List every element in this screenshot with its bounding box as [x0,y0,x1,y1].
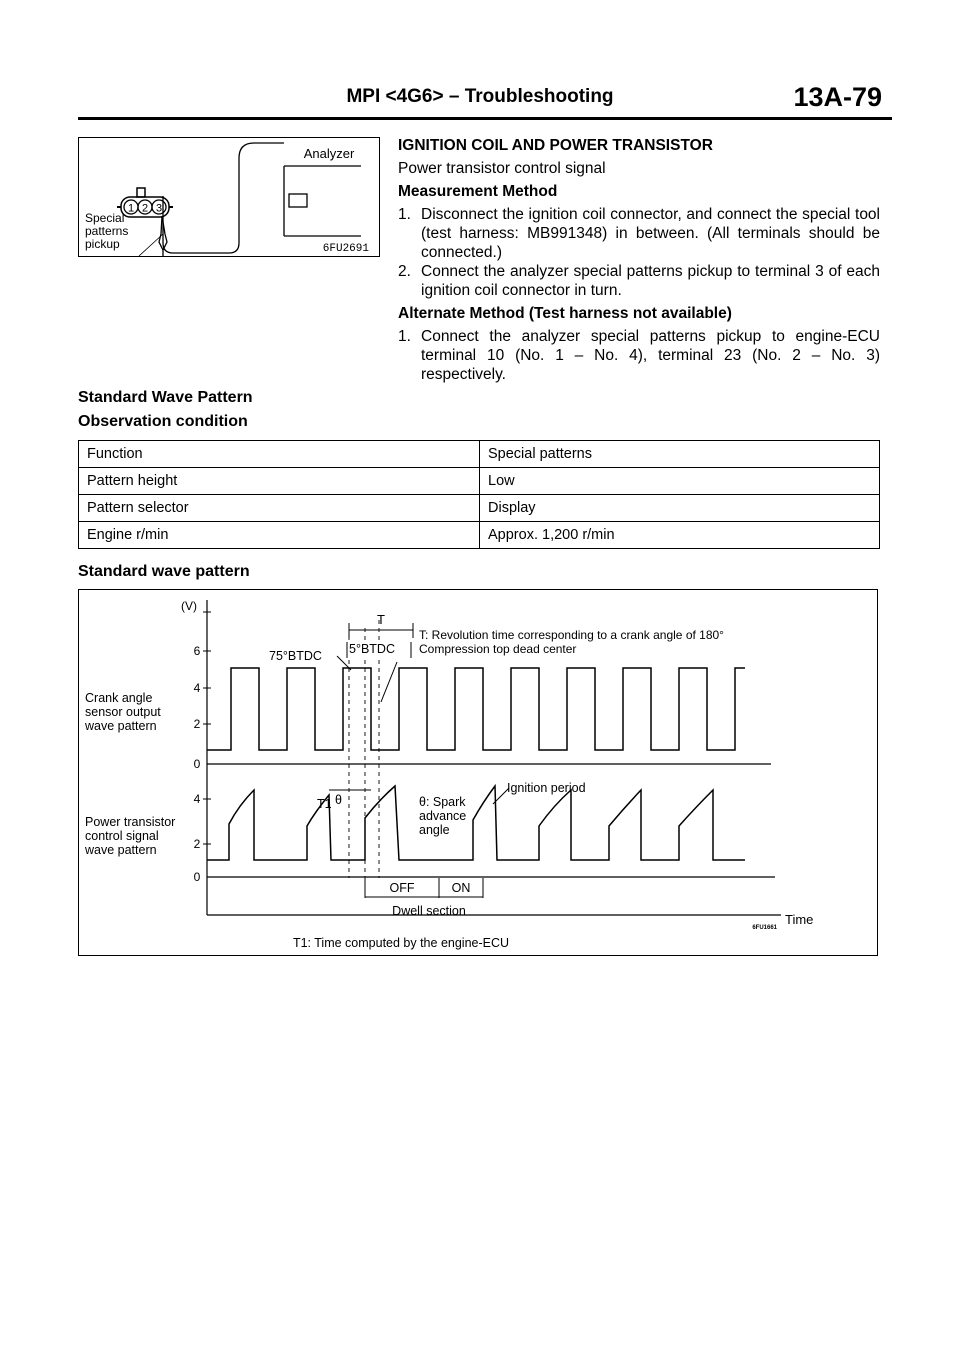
figure-code: 6FU2691 [322,243,369,255]
crank-tick: 4 [193,681,201,695]
t1-description: T1: Time computed by the engine-ECU [292,936,510,950]
power-label-2: control signal [85,829,159,843]
table-row: Pattern height Low [79,468,880,495]
measurement-method-title: Measurement Method [398,183,558,200]
btdc5-label: 5°BTDC [349,642,395,656]
pin-1-label: 1 [127,202,135,215]
connector-latch [137,188,145,197]
crank-label-2: sensor output [85,705,161,719]
table-row: Pattern selector Display [79,495,880,522]
measurement-step: 2. Connect the analyzer special patterns pickup to terminal 3 of each ignition coil connector in turn. [398,263,880,299]
crank-angle-wave [207,668,745,750]
power-tick: 2 [193,837,201,851]
wave-pattern-diagram [79,590,877,955]
t1-label: T1 [317,797,332,811]
dwell-section-label: Dwell section [392,904,466,918]
table-row: Engine r/min Approx. 1,200 r/min [79,522,880,549]
standard-wave-pattern-title: Standard Wave Pattern [78,389,253,406]
spark-advance-2: advance [419,809,467,823]
table-row: Function Special patterns [79,441,880,468]
btdc75-label: 75°BTDC [269,649,322,663]
page-number: 13A-79 [793,82,882,112]
time-label: Time [785,912,814,927]
t-description: T: Revolution time corresponding to a crank angle of 180° [419,628,724,642]
pin-2-label: 2 [141,202,149,215]
analyzer-input-jack [289,194,307,207]
pickup-cable [163,143,284,253]
measurement-step: 1. Disconnect the ignition coil connector, and connect the special tool (test harness: MB991348) in between. (All terminals should be connected.) [398,206,880,261]
pin-3-label: 3 [155,202,163,215]
section-heading: IGNITION COIL AND POWER TRANSISTOR [398,137,713,154]
spark-advance-3: angle [419,823,450,837]
power-tick: 0 [193,870,201,884]
crank-tick: 2 [193,717,201,731]
power-transistor-wave [207,786,745,860]
observation-condition-title: Observation condition [78,413,248,430]
section-subheading: Power transistor control signal [398,160,606,177]
analyzer-connection-figure [78,137,380,257]
power-tick: 4 [193,792,201,806]
power-label-1: Power transistor [85,815,176,829]
analyzer-connection-diagram [79,138,379,256]
pickup-label-1: Special [85,211,125,225]
standard-wave-pattern-subtitle: Standard wave pattern [78,563,250,580]
observation-condition-table [78,440,880,549]
alternate-step: 1. Connect the analyzer special patterns pickup to engine-ECU terminal 10 (No. 1 – No. 4), terminal 23 (No. 2 – No. 3) respectively. [398,328,880,383]
unit-label: (V) [181,599,197,613]
crank-label-1: Crank angle [85,691,153,705]
off-label: OFF [389,881,415,895]
header-rule [78,117,892,120]
power-label-3: wave pattern [85,843,157,857]
page-header-title: MPI <4G6> – Troubleshooting [346,86,614,107]
crank-tick: 0 [193,757,201,771]
procedure-text [398,136,880,384]
on-label: ON [451,881,471,895]
tdc-description: Compression top dead center [419,642,577,656]
theta-symbol: θ [335,793,342,807]
wave-pattern-figure [78,589,878,956]
figure-code: 6FU1661 [752,925,777,931]
ignition-period-label: Ignition period [507,781,586,795]
alternate-method-title: Alternate Method (Test harness not available) [398,305,732,322]
pickup-label-3: pickup [85,237,120,251]
analyzer-label: Analyzer [303,146,355,161]
crank-label-3: wave pattern [85,719,157,733]
t-label: T [377,612,385,627]
spark-advance-1: θ: Spark [419,795,466,809]
pickup-label-2: patterns [85,224,129,238]
crank-tick: 6 [193,644,201,658]
